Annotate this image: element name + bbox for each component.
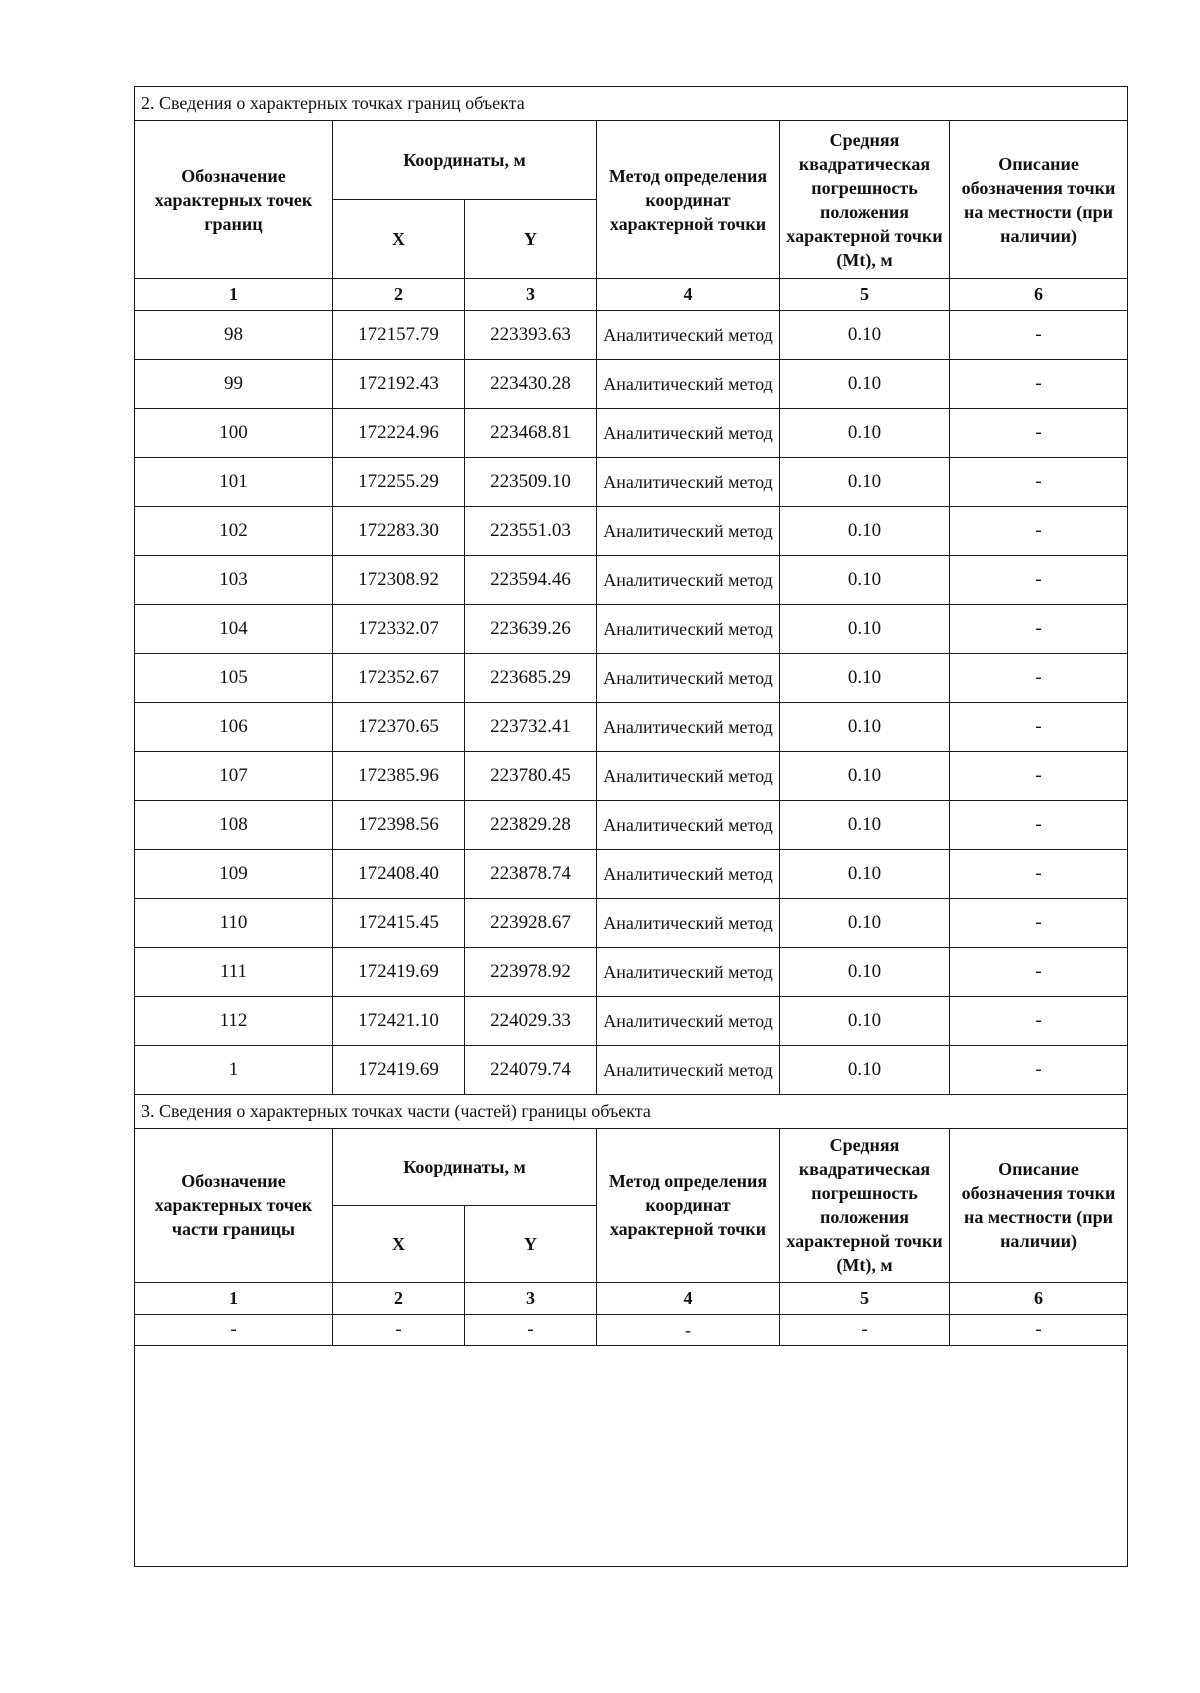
header-x: X xyxy=(333,1205,465,1282)
mt-error-cell: 0.10 xyxy=(780,703,950,752)
point-id-cell: 106 xyxy=(135,703,333,752)
method-cell: Аналитический метод xyxy=(597,899,780,948)
table-row xyxy=(135,458,1128,507)
point-id-cell: 108 xyxy=(135,801,333,850)
point-id-cell: 110 xyxy=(135,899,333,948)
x-coordinate-cell: 172421.10 xyxy=(333,997,465,1046)
method-cell: Аналитический метод xyxy=(597,1046,780,1095)
table-row xyxy=(135,311,1128,360)
y-coordinate-cell: 223780.45 xyxy=(465,752,597,801)
column-number: 2 xyxy=(333,1282,465,1314)
y-coordinate-cell: 223551.03 xyxy=(465,507,597,556)
y-coordinate-cell: 223393.63 xyxy=(465,311,597,360)
x-coordinate-cell: 172385.96 xyxy=(333,752,465,801)
point-id-cell: 103 xyxy=(135,556,333,605)
header-y: Y xyxy=(465,1205,597,1282)
x-coordinate-cell: 172370.65 xyxy=(333,703,465,752)
point-id-cell: 1 xyxy=(135,1046,333,1095)
method-cell: Аналитический метод xyxy=(597,556,780,605)
mt-error-cell: 0.10 xyxy=(780,507,950,556)
table-row xyxy=(135,605,1128,654)
y-coordinate-cell: 223732.41 xyxy=(465,703,597,752)
x-coordinate-cell: 172415.45 xyxy=(333,899,465,948)
column-number: 3 xyxy=(465,279,597,311)
y-coordinate-cell: 223829.28 xyxy=(465,801,597,850)
method-cell: Аналитический метод xyxy=(597,948,780,997)
column-number: 4 xyxy=(597,279,780,311)
x-coordinate-cell: 172332.07 xyxy=(333,605,465,654)
y-coordinate-cell: 224079.74 xyxy=(465,1046,597,1095)
mt-error-cell: 0.10 xyxy=(780,654,950,703)
boundary-points-table xyxy=(134,86,1128,1095)
method-cell: Аналитический метод xyxy=(597,997,780,1046)
method-cell: Аналитический метод xyxy=(597,654,780,703)
point-id-cell: 100 xyxy=(135,409,333,458)
x-coordinate-cell: 172192.43 xyxy=(333,360,465,409)
table-row xyxy=(135,556,1128,605)
table-row xyxy=(135,801,1128,850)
document-sheet xyxy=(134,86,1127,1567)
point-id-cell: 105 xyxy=(135,654,333,703)
x-coordinate-cell: - xyxy=(333,1314,465,1345)
point-id-cell: 101 xyxy=(135,458,333,507)
method-cell: Аналитический метод xyxy=(597,801,780,850)
section-2-title: 2. Сведения о характерных точках границ объекта xyxy=(135,87,1128,121)
description-cell: - xyxy=(950,703,1128,752)
description-cell: - xyxy=(950,801,1128,850)
table-row xyxy=(135,360,1128,409)
x-coordinate-cell: 172283.30 xyxy=(333,507,465,556)
y-coordinate-cell: 223594.46 xyxy=(465,556,597,605)
header-designation: Обозначение характерных точек границ xyxy=(135,121,333,279)
method-cell: Аналитический метод xyxy=(597,458,780,507)
mt-error-cell: 0.10 xyxy=(780,458,950,507)
method-cell: Аналитический метод xyxy=(597,507,780,556)
column-number: 1 xyxy=(135,279,333,311)
description-cell: - xyxy=(950,556,1128,605)
table-row xyxy=(135,899,1128,948)
part-boundary-points-table xyxy=(134,1094,1128,1567)
header-row xyxy=(135,121,1128,200)
description-cell: - xyxy=(950,752,1128,801)
blank-area-row xyxy=(135,1345,1128,1566)
description-cell: - xyxy=(950,1046,1128,1095)
column-number: 6 xyxy=(950,1282,1128,1314)
mt-error-cell: 0.10 xyxy=(780,997,950,1046)
y-coordinate-cell: 224029.33 xyxy=(465,997,597,1046)
table-row xyxy=(135,1046,1128,1095)
point-id-cell: 98 xyxy=(135,311,333,360)
section-3-title: 3. Сведения о характерных точках части (частей) границы объекта xyxy=(135,1094,1128,1128)
header-method: Метод определения координат характерной точки xyxy=(597,121,780,279)
description-cell: - xyxy=(950,654,1128,703)
description-cell: - xyxy=(950,409,1128,458)
table-row xyxy=(135,997,1128,1046)
mt-error-cell: 0.10 xyxy=(780,360,950,409)
mt-error-cell: 0.10 xyxy=(780,948,950,997)
method-cell: Аналитический метод xyxy=(597,605,780,654)
column-number-row xyxy=(135,279,1128,311)
description-cell: - xyxy=(950,360,1128,409)
header-method: Метод определения координат характерной точки xyxy=(597,1128,780,1282)
point-id-cell: 112 xyxy=(135,997,333,1046)
x-coordinate-cell: 172419.69 xyxy=(333,948,465,997)
point-id-cell: 104 xyxy=(135,605,333,654)
description-cell: - xyxy=(950,850,1128,899)
mt-error-cell: 0.10 xyxy=(780,311,950,360)
description-cell: - xyxy=(950,948,1128,997)
y-coordinate-cell: 223685.29 xyxy=(465,654,597,703)
table-row xyxy=(135,752,1128,801)
method-cell: Аналитический метод xyxy=(597,752,780,801)
y-coordinate-cell: 223978.92 xyxy=(465,948,597,997)
column-number: 4 xyxy=(597,1282,780,1314)
header-coordinates: Координаты, м xyxy=(333,121,597,200)
column-number: 6 xyxy=(950,279,1128,311)
method-cell: - xyxy=(597,1314,780,1345)
mt-error-cell: - xyxy=(780,1314,950,1345)
column-number: 1 xyxy=(135,1282,333,1314)
y-coordinate-cell: - xyxy=(465,1314,597,1345)
mt-error-cell: 0.10 xyxy=(780,556,950,605)
section-title-row xyxy=(135,87,1128,121)
description-cell: - xyxy=(950,458,1128,507)
column-number: 2 xyxy=(333,279,465,311)
x-coordinate-cell: 172224.96 xyxy=(333,409,465,458)
description-cell: - xyxy=(950,507,1128,556)
mt-error-cell: 0.10 xyxy=(780,409,950,458)
x-coordinate-cell: 172398.56 xyxy=(333,801,465,850)
y-coordinate-cell: 223928.67 xyxy=(465,899,597,948)
y-coordinate-cell: 223878.74 xyxy=(465,850,597,899)
table-row xyxy=(135,507,1128,556)
mt-error-cell: 0.10 xyxy=(780,1046,950,1095)
section-title-row xyxy=(135,1094,1128,1128)
blank-area xyxy=(135,1345,1128,1566)
table-row xyxy=(135,1314,1128,1345)
description-cell: - xyxy=(950,899,1128,948)
table-row xyxy=(135,703,1128,752)
x-coordinate-cell: 172352.67 xyxy=(333,654,465,703)
method-cell: Аналитический метод xyxy=(597,703,780,752)
method-cell: Аналитический метод xyxy=(597,360,780,409)
description-cell: - xyxy=(950,1314,1128,1345)
method-cell: Аналитический метод xyxy=(597,409,780,458)
mt-error-cell: 0.10 xyxy=(780,605,950,654)
x-coordinate-cell: 172419.69 xyxy=(333,1046,465,1095)
header-error: Средняя квадратическая погрешность положения характерной точки (Mt), м xyxy=(780,121,950,279)
header-y: Y xyxy=(465,200,597,279)
mt-error-cell: 0.10 xyxy=(780,850,950,899)
point-id-cell: 99 xyxy=(135,360,333,409)
column-number: 3 xyxy=(465,1282,597,1314)
column-number: 5 xyxy=(780,1282,950,1314)
point-id-cell: 102 xyxy=(135,507,333,556)
method-cell: Аналитический метод xyxy=(597,850,780,899)
header-row xyxy=(135,1128,1128,1205)
y-coordinate-cell: 223639.26 xyxy=(465,605,597,654)
x-coordinate-cell: 172308.92 xyxy=(333,556,465,605)
description-cell: - xyxy=(950,311,1128,360)
y-coordinate-cell: 223430.28 xyxy=(465,360,597,409)
table-row xyxy=(135,654,1128,703)
x-coordinate-cell: 172255.29 xyxy=(333,458,465,507)
point-id-cell: 107 xyxy=(135,752,333,801)
mt-error-cell: 0.10 xyxy=(780,801,950,850)
header-error: Средняя квадратическая погрешность положения характерной точки (Mt), м xyxy=(780,1128,950,1282)
point-id-cell: 109 xyxy=(135,850,333,899)
description-cell: - xyxy=(950,997,1128,1046)
header-designation: Обозначение характерных точек части границы xyxy=(135,1128,333,1282)
header-description: Описание обозначения точки на местности (при наличии) xyxy=(950,1128,1128,1282)
mt-error-cell: 0.10 xyxy=(780,752,950,801)
header-description: Описание обозначения точки на местности (при наличии) xyxy=(950,121,1128,279)
column-number: 5 xyxy=(780,279,950,311)
table-row xyxy=(135,850,1128,899)
x-coordinate-cell: 172157.79 xyxy=(333,311,465,360)
column-number-row xyxy=(135,1282,1128,1314)
header-x: X xyxy=(333,200,465,279)
table-row xyxy=(135,948,1128,997)
x-coordinate-cell: 172408.40 xyxy=(333,850,465,899)
point-id-cell: - xyxy=(135,1314,333,1345)
header-coordinates: Координаты, м xyxy=(333,1128,597,1205)
mt-error-cell: 0.10 xyxy=(780,899,950,948)
method-cell: Аналитический метод xyxy=(597,311,780,360)
point-id-cell: 111 xyxy=(135,948,333,997)
table-row xyxy=(135,409,1128,458)
y-coordinate-cell: 223468.81 xyxy=(465,409,597,458)
description-cell: - xyxy=(950,605,1128,654)
y-coordinate-cell: 223509.10 xyxy=(465,458,597,507)
